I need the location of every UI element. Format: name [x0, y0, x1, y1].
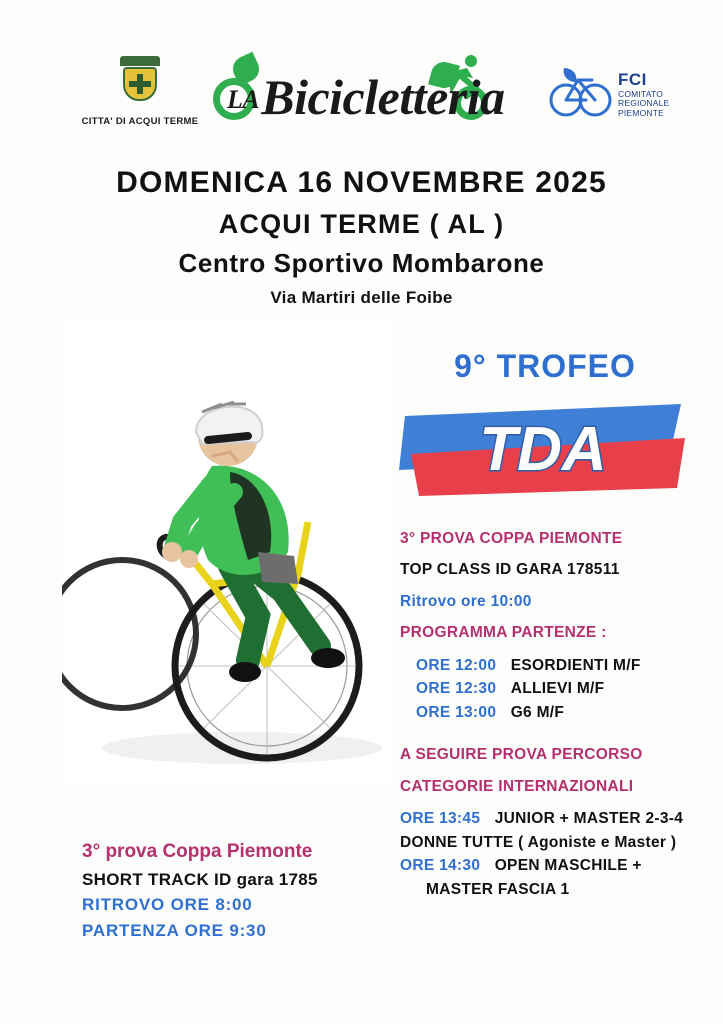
second-part-row [400, 831, 700, 854]
federation-line1: COMITATO [618, 88, 664, 99]
start-category: G6 M/F [510, 703, 565, 721]
second-part-row [400, 854, 700, 877]
title-block [0, 164, 723, 308]
federation-line3: PIEMONTE [618, 108, 664, 119]
city-crest-caption: CITTA' DI ACQUI TERME [81, 116, 199, 127]
federation-acronym: FCI [618, 70, 647, 89]
event-date: DOMENICA 16 NOVEMBRE 2025 [116, 166, 607, 199]
cyclist-photo [62, 316, 392, 786]
sponsor-name: Bicicletteria [261, 69, 505, 125]
header-logo-row [0, 52, 723, 148]
federation-text [618, 70, 669, 119]
short-track-block [82, 838, 402, 943]
detail-line: Ritrovo ore 10:00 [400, 592, 532, 610]
start-category: OPEN MASCHILE + [494, 857, 642, 875]
start-category: ALLIEVI M/F [510, 680, 605, 698]
start-category: ESORDIENTI M/F [510, 656, 641, 674]
fci-bicycle-icon [548, 64, 612, 122]
start-time: ORE 13:45 [400, 810, 481, 828]
short-track-start: PARTENZA ORE 9:30 [82, 920, 267, 940]
sponsor-prefix: LA [227, 85, 260, 114]
second-part-heading: A SEGUIRE PROVA PERCORSO [400, 746, 643, 764]
start-category: DONNE TUTTE ( Agoniste e Master ) [400, 833, 677, 851]
event-city: ACQUI TERME ( AL ) [218, 208, 505, 239]
start-category: MASTER FASCIA 1 [426, 880, 570, 898]
trophy-title: 9° TROFEO [454, 348, 636, 384]
event-address: Via Martiri delle Foibe [270, 287, 453, 307]
start-time: ORE 13:00 [416, 703, 497, 721]
federation-line2: REGIONALE [618, 98, 670, 109]
detail-line: 3° PROVA COPPA PIEMONTE [400, 530, 623, 547]
short-track-id: SHORT TRACK ID gara 1785 [82, 869, 318, 889]
short-track-meeting: RITROVO ORE 8:00 [82, 895, 253, 914]
start-time: ORE 12:00 [416, 656, 497, 674]
city-crest [72, 56, 208, 127]
svg-text:TDA: TDA [479, 415, 607, 484]
start-time-row [400, 701, 700, 724]
second-part-row [400, 878, 700, 901]
tda-logo [393, 392, 693, 502]
detail-line: PROGRAMMA PARTENZE : [400, 624, 607, 642]
event-venue: Centro Sportivo Mombarone [178, 248, 545, 279]
start-category: JUNIOR + MASTER 2-3-4 [494, 810, 684, 828]
second-part-heading: CATEGORIE INTERNAZIONALI [400, 777, 634, 795]
coat-of-arms-icon [117, 56, 163, 112]
start-time: ORE 14:30 [400, 857, 481, 875]
short-track-title: 3° prova Coppa Piemonte [82, 841, 313, 862]
federation-logo [548, 60, 698, 140]
event-details [400, 528, 700, 901]
sponsor-logo [205, 52, 505, 144]
start-time-row [400, 654, 700, 677]
sponsor-wordmark [227, 68, 505, 126]
start-time: ORE 12:30 [416, 680, 497, 698]
start-time-row [400, 677, 700, 700]
second-part-row [400, 807, 700, 830]
detail-line: TOP CLASS ID GARA 178511 [400, 561, 620, 579]
